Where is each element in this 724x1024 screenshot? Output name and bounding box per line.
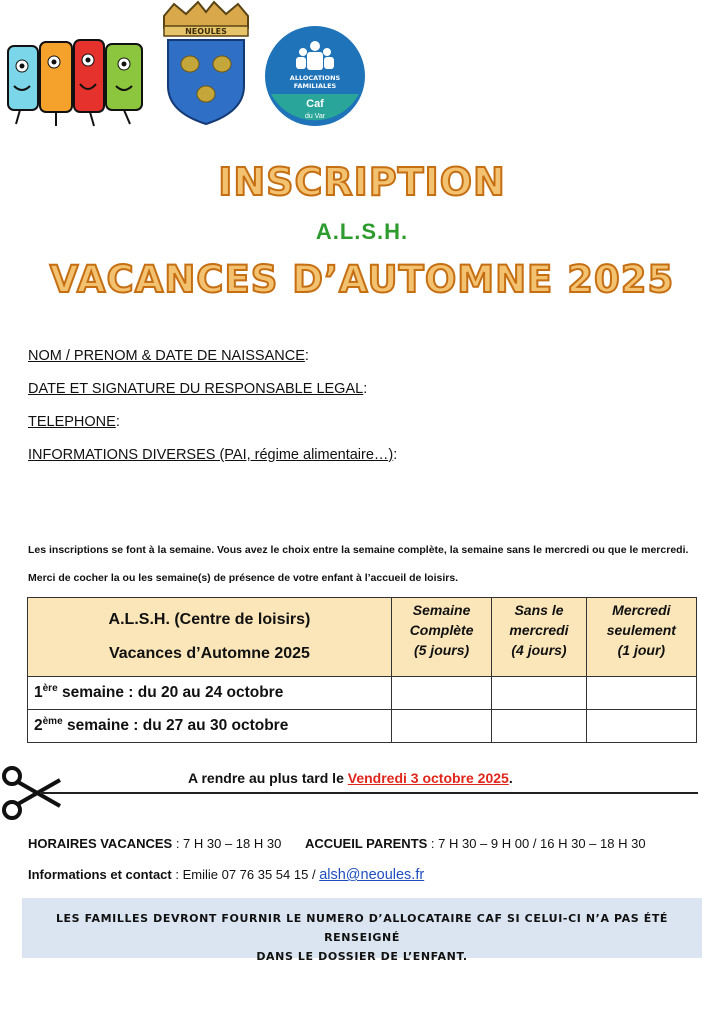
contact-email-link[interactable]: alsh@neoules.fr xyxy=(319,867,425,883)
week-2-wednesday-checkbox[interactable] xyxy=(586,710,696,743)
week-2-label: 2ème semaine : du 27 au 30 octobre xyxy=(28,710,392,743)
option-without-wednesday: Sans le mercredi (4 jours) xyxy=(492,598,586,677)
week-1-wednesday-checkbox[interactable] xyxy=(586,677,696,710)
registration-table xyxy=(27,597,697,743)
deadline-date: Vendredi 3 octobre 2025 xyxy=(347,770,509,786)
option-full-week: Semaine Complète (5 jours) xyxy=(391,598,491,677)
caf-logo xyxy=(263,24,367,128)
week-2-no-wednesday-checkbox[interactable] xyxy=(492,710,586,743)
svg-text:Caf: Caf xyxy=(306,98,324,110)
subtitle-alsh: A.L.S.H. xyxy=(315,219,409,244)
table-header-line2: Vacances d’Automne 2025 xyxy=(108,645,310,662)
footer-line1: LES FAMILLES DEVRONT FOURNIR LE NUMERO D’ALLOCATAIRE CAF SI CELUI-CI N’A PAS ÉTÉ RENSEIGNÉ xyxy=(55,912,669,944)
field-telephone: TELEPHONE: xyxy=(28,414,120,430)
cut-line xyxy=(40,792,698,794)
week-1-full-checkbox[interactable] xyxy=(391,677,491,710)
note-weeks-choice: Les inscriptions se font à la semaine. Vous avez le choix entre la semaine complète, la semaine sans le mercredi ou que le mercredi. xyxy=(28,544,689,556)
table-row xyxy=(28,677,697,710)
table-header-title xyxy=(28,598,392,677)
return-deadline: A rendre au plus tard le Vendredi 3 octobre 2025. xyxy=(188,770,513,786)
table-row xyxy=(28,710,697,743)
footer-notice xyxy=(22,898,702,963)
title-inscription: INSCRIPTION xyxy=(218,160,506,204)
option-wednesday-only: Mercredi seulement (1 jour) xyxy=(586,598,696,677)
contact-line: Informations et contact : Emilie 07 76 35 54 15 / alsh@neoules.fr xyxy=(28,867,425,883)
parents-schedule: ACCUEIL PARENTS : 7 H 30 – 9 H 00 / 16 H 30 – 18 H 30 xyxy=(305,836,646,851)
title-vacances: VACANCES D’AUTOMNE 2025 xyxy=(49,258,675,301)
alsh-logo xyxy=(0,32,150,128)
table-header-line1: A.L.S.H. (Centre de loisirs) xyxy=(108,611,311,628)
week-2-full-checkbox[interactable] xyxy=(391,710,491,743)
svg-text:du Var: du Var xyxy=(304,113,325,120)
field-signature: DATE ET SIGNATURE DU RESPONSABLE LEGAL: xyxy=(28,381,368,397)
neoules-crest-logo xyxy=(154,0,258,128)
footer-line2: DANS LE DOSSIER DE L’ENFANT. xyxy=(256,950,468,963)
field-name-birthdate: NOM / PRENOM & DATE DE NAISSANCE: xyxy=(28,348,309,364)
field-informations: INFORMATIONS DIVERSES (PAI, régime alimentaire…): xyxy=(28,447,398,463)
week-1-label: 1ère semaine : du 20 au 24 octobre xyxy=(28,677,392,710)
svg-text:FAMILIALES: FAMILIALES xyxy=(293,82,337,90)
week-1-no-wednesday-checkbox[interactable] xyxy=(492,677,586,710)
schedule-line: HORAIRES VACANCES : 7 H 30 – 18 H 30 xyxy=(28,836,282,851)
table-header-row xyxy=(28,598,697,677)
svg-text:NEOULES: NEOULES xyxy=(185,27,228,36)
svg-text:ALLOCATIONS: ALLOCATIONS xyxy=(289,74,341,82)
note-check-weeks: Merci de cocher la ou les semaine(s) de présence de votre enfant à l’accueil de loisirs. xyxy=(28,572,459,584)
